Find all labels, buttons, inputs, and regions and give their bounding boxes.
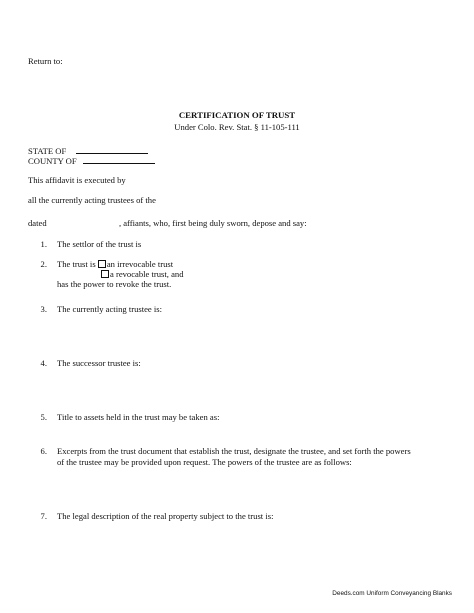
county-line — [28, 155, 155, 166]
state-blank[interactable] — [76, 145, 148, 154]
trustees-of-text: all the currently acting trustees of the — [28, 195, 156, 205]
item-4-number: 4. — [40, 358, 47, 368]
page-footer: Deeds.com Uniform Conveyancing Blanks — [332, 590, 452, 597]
item-2-line-2 — [101, 270, 184, 279]
item-5-number: 5. — [40, 412, 47, 422]
item-1-number: 1. — [40, 239, 47, 249]
irrevocable-checkbox[interactable] — [98, 260, 106, 268]
dated-label: dated — [28, 218, 47, 228]
irrevocable-option: an irrevocable trust — [106, 259, 174, 269]
item-2-line-3: has the power to revoke the trust. — [57, 279, 172, 289]
county-blank[interactable] — [83, 155, 155, 164]
document-subtitle: Under Colo. Rev. Stat. § 11-105-111 — [174, 122, 300, 132]
affiants-text: , affiants, who, first being duly sworn, depose and say: — [118, 218, 307, 228]
item-6-number: 6. — [40, 446, 47, 456]
executed-by-text: This affidavit is executed by — [28, 175, 126, 185]
item-2-line-1 — [57, 260, 173, 269]
item-7-number: 7. — [40, 511, 47, 521]
item-1-text: The settlor of the trust is — [57, 239, 142, 249]
revocable-checkbox[interactable] — [101, 270, 109, 278]
item-3-number: 3. — [40, 304, 47, 314]
state-line — [28, 145, 148, 156]
dated-line — [28, 219, 307, 228]
item-2-prefix: The trust is — [57, 259, 96, 269]
item-5-text: Title to assets held in the trust may be taken as: — [57, 412, 220, 422]
revocable-option: a revocable trust, and — [110, 269, 184, 279]
document-title: CERTIFICATION OF TRUST — [178, 110, 296, 120]
item-6-line-2: of the trustee may be provided upon request. The powers of the trustee are as follows: — [57, 457, 352, 467]
item-6-line-1: Excerpts from the trust document that establish the trust, designate the trustee, and set forth the powers — [57, 446, 411, 456]
item-3-text: The currently acting trustee is: — [57, 304, 162, 314]
item-2-number: 2. — [40, 259, 47, 269]
return-to-label: Return to: — [28, 56, 63, 66]
item-7-text: The legal description of the real property subject to the trust is: — [57, 511, 274, 521]
state-label: STATE OF — [28, 146, 67, 156]
county-label: COUNTY OF — [28, 156, 77, 166]
item-4-text: The successor trustee is: — [57, 358, 141, 368]
